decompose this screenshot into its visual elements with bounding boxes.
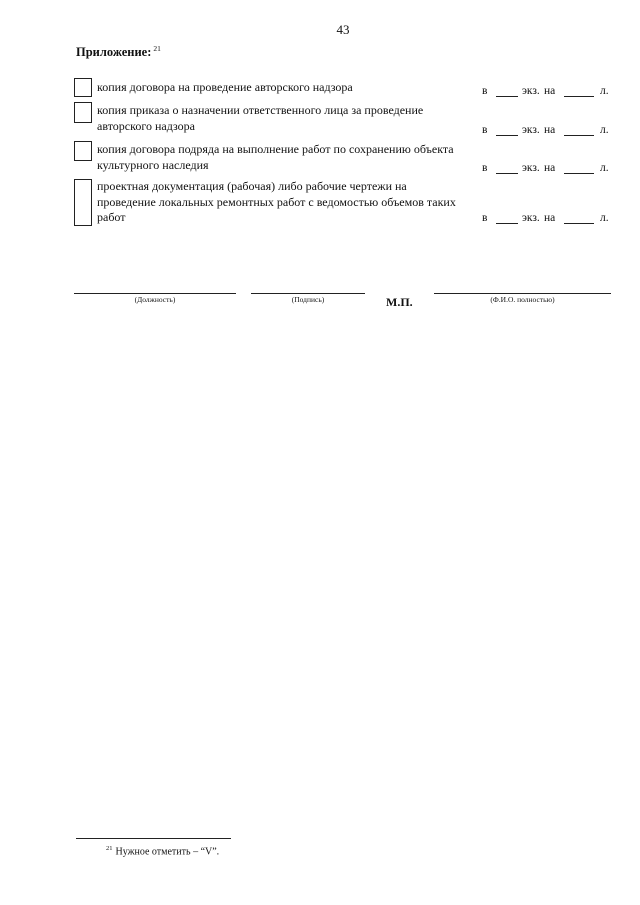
in-label: в bbox=[482, 85, 488, 97]
footnote bbox=[106, 845, 219, 857]
attachment-item-text: копия договора подряда на выполнение работ по сохранению объекта культурного наследия bbox=[97, 142, 454, 172]
attachment-item bbox=[74, 78, 610, 98]
footnote-text: Нужное отметить – “V”. bbox=[115, 846, 220, 858]
sheets-blank[interactable] bbox=[564, 223, 594, 224]
sheets-label: л. bbox=[600, 124, 609, 136]
sheets-label: л. bbox=[600, 212, 609, 224]
sheets-blank[interactable] bbox=[564, 135, 594, 136]
in-label: в bbox=[482, 212, 488, 224]
position-caption: (Должность) bbox=[134, 295, 176, 304]
attachment-checkbox[interactable] bbox=[74, 179, 92, 226]
copies-blank[interactable] bbox=[496, 135, 518, 136]
copies-sheets-field bbox=[482, 123, 610, 138]
copies-sheets-field bbox=[482, 84, 610, 99]
footnote-reference: 21 bbox=[153, 44, 161, 53]
signature-caption: (Подпись) bbox=[291, 295, 325, 304]
position-line[interactable] bbox=[74, 293, 236, 294]
attachment-checkbox[interactable] bbox=[74, 141, 92, 161]
attachment-item bbox=[74, 179, 610, 227]
copies-label: экз. bbox=[522, 162, 540, 174]
attachment-item bbox=[74, 102, 610, 138]
appendix-title bbox=[76, 44, 161, 60]
on-label: на bbox=[544, 212, 556, 224]
signature-line[interactable] bbox=[251, 293, 365, 294]
footnote-mark: 21 bbox=[106, 845, 113, 852]
attachment-checkbox[interactable] bbox=[74, 78, 92, 97]
page-number: 43 bbox=[336, 22, 350, 37]
appendix-title-text: Приложение: bbox=[76, 45, 152, 60]
in-label: в bbox=[482, 124, 488, 136]
stamp-placeholder: М.П. bbox=[386, 295, 413, 309]
attachment-item-text: копия приказа о назначении ответственного лица за проведение авторского надзора bbox=[97, 103, 424, 133]
copies-sheets-field bbox=[482, 211, 610, 226]
sheets-label: л. bbox=[600, 162, 609, 174]
copies-blank[interactable] bbox=[496, 96, 518, 97]
in-label: в bbox=[482, 162, 488, 174]
full-name-line[interactable] bbox=[434, 293, 611, 294]
sheets-label: л. bbox=[600, 85, 609, 97]
sheets-blank[interactable] bbox=[564, 173, 594, 174]
copies-label: экз. bbox=[522, 124, 540, 136]
on-label: на bbox=[544, 162, 556, 174]
attachment-item-text: проектная документация (рабочая) либо рабочие чертежи на проведение локальных ремонтных работ с ведомостью объемов таких работ bbox=[97, 179, 456, 224]
copies-blank[interactable] bbox=[496, 173, 518, 174]
copies-blank[interactable] bbox=[496, 223, 518, 224]
on-label: на bbox=[544, 124, 556, 136]
full-name-caption: (Ф.И.О. полностью) bbox=[490, 295, 555, 304]
attachment-checkbox[interactable] bbox=[74, 102, 92, 123]
attachment-item-text: копия договора на проведение авторского надзора bbox=[97, 80, 353, 94]
copies-label: экз. bbox=[522, 85, 540, 97]
copies-label: экз. bbox=[522, 212, 540, 224]
footnote-rule bbox=[76, 838, 231, 839]
copies-sheets-field bbox=[482, 161, 610, 176]
attachment-item bbox=[74, 141, 610, 177]
on-label: на bbox=[544, 85, 556, 97]
sheets-blank[interactable] bbox=[564, 96, 594, 97]
